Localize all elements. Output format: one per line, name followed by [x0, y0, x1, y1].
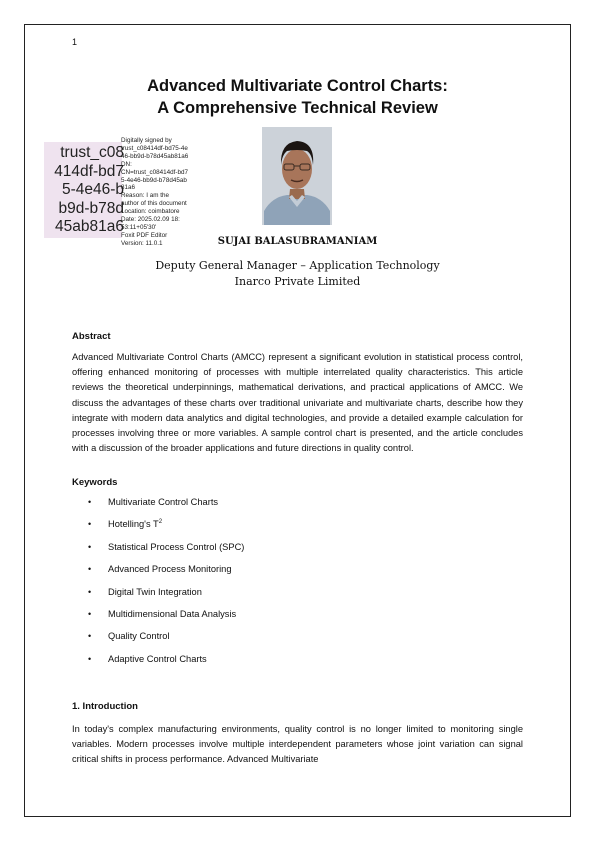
- author-photo: [262, 127, 332, 225]
- signature-detail-line: author of this document: [121, 200, 187, 208]
- keyword-item: [86, 497, 244, 519]
- signature-name-line: 45ab81a6: [55, 218, 124, 236]
- keyword-superscript: 2: [158, 519, 163, 526]
- keyword-item: [86, 519, 244, 541]
- author-name: SUJAI BALASUBRAMANIAM: [217, 236, 378, 247]
- keyword-label: Statistical Process Control (SPC): [108, 541, 245, 552]
- signature-detail-line: 5-4e46-bb9d-b78d45ab: [121, 176, 187, 184]
- keyword-item: [86, 609, 244, 631]
- signature-detail-line: Reason: I am the: [121, 192, 169, 200]
- introduction-text: In today's complex manufacturing environments, quality control is no longer limited to monitoring single variables. Modern processes involve multiple interdependent parameters whose joint variation can signal critical shifts in process performance. Advanced Multivariate: [72, 724, 523, 765]
- paper-title-line-1: Advanced Multivariate Control Charts:: [147, 77, 448, 95]
- bullet-icon: •: [88, 608, 92, 619]
- signature-detail-line: DN:: [121, 160, 132, 168]
- digital-signature-details: [121, 137, 201, 248]
- signature-detail-line: trust_c08414df-bd75-4e: [121, 144, 188, 152]
- author-organization: Inarco Private Limited: [234, 275, 361, 288]
- signature-name-line: 414df-bd7: [54, 162, 124, 180]
- signature-name-line: b9d-b78d: [58, 199, 124, 217]
- keyword-item: [86, 564, 244, 586]
- keyword-label: Adaptive Control Charts: [108, 653, 207, 664]
- page-number: 1: [72, 37, 78, 47]
- paper-title-line-2: A Comprehensive Technical Review: [157, 99, 438, 117]
- signature-detail-line: Digitally signed by: [121, 137, 172, 144]
- signature-detail-line: 81a6: [121, 184, 136, 192]
- keyword-item: [86, 587, 244, 609]
- keyword-label: Hotelling's T: [108, 519, 159, 530]
- keyword-label: Multivariate Control Charts: [108, 497, 219, 507]
- signature-detail-line: Date: 2025.02.09 18:: [121, 216, 180, 224]
- keyword-item: [86, 654, 244, 676]
- abstract-heading: Abstract: [72, 331, 111, 342]
- author-portrait-image: [262, 127, 332, 225]
- keyword-label: Multidimensional Data Analysis: [108, 608, 237, 619]
- signature-detail-line: Foxit PDF Editor: [121, 231, 168, 239]
- introduction-heading: 1. Introduction: [72, 701, 138, 712]
- abstract-text: Advanced Multivariate Control Charts (AMCC) represent a significant evolution in statistical process control, offering enhanced monitoring of processes with multiple interrelated quality characteristics. This article reviews the theoretical underpinnings, mathematical derivations, and practical applications of AMCC. We discuss the advantages of these charts over traditional univariate and multivariate charts, describe how they integrate with modern data analytics and digital technologies, and provide a detailed example calculation for processes involving three or more variables. A sample control chart is presented, and the article concludes with a discussion of the broader applications and future directions in quality control.: [72, 352, 523, 454]
- bullet-icon: •: [88, 631, 92, 642]
- signature-detail-line: Version: 11.0.1: [121, 239, 163, 247]
- signature-detail-line: Location: coimbatore: [121, 208, 180, 216]
- bullet-icon: •: [88, 564, 92, 575]
- bullet-icon: •: [88, 586, 92, 597]
- digital-signature-name[interactable]: [44, 144, 124, 237]
- author-role: Deputy General Manager – Application Technology: [155, 259, 440, 272]
- keyword-label: Quality Control: [108, 631, 170, 642]
- keywords-heading: Keywords: [72, 477, 118, 488]
- signature-detail-line: 53:11+05'30': [121, 223, 157, 231]
- keyword-item: [86, 542, 244, 564]
- signature-detail-line: 46-bb9d-b78d45ab81a6: [121, 152, 189, 160]
- keyword-item: [86, 631, 244, 653]
- signature-detail-line: CN=trust_c08414df-bd7: [121, 168, 189, 176]
- signature-name-line: 5-4e46-b: [61, 181, 124, 199]
- bullet-icon: •: [88, 497, 92, 507]
- keyword-label: Advanced Process Monitoring: [108, 564, 232, 575]
- bullet-icon: •: [88, 541, 92, 552]
- bullet-icon: •: [88, 653, 92, 664]
- bullet-icon: •: [88, 519, 92, 530]
- keyword-label: Digital Twin Integration: [108, 586, 202, 597]
- keywords-list: [86, 497, 244, 676]
- signature-name-line: trust_c08: [60, 144, 124, 161]
